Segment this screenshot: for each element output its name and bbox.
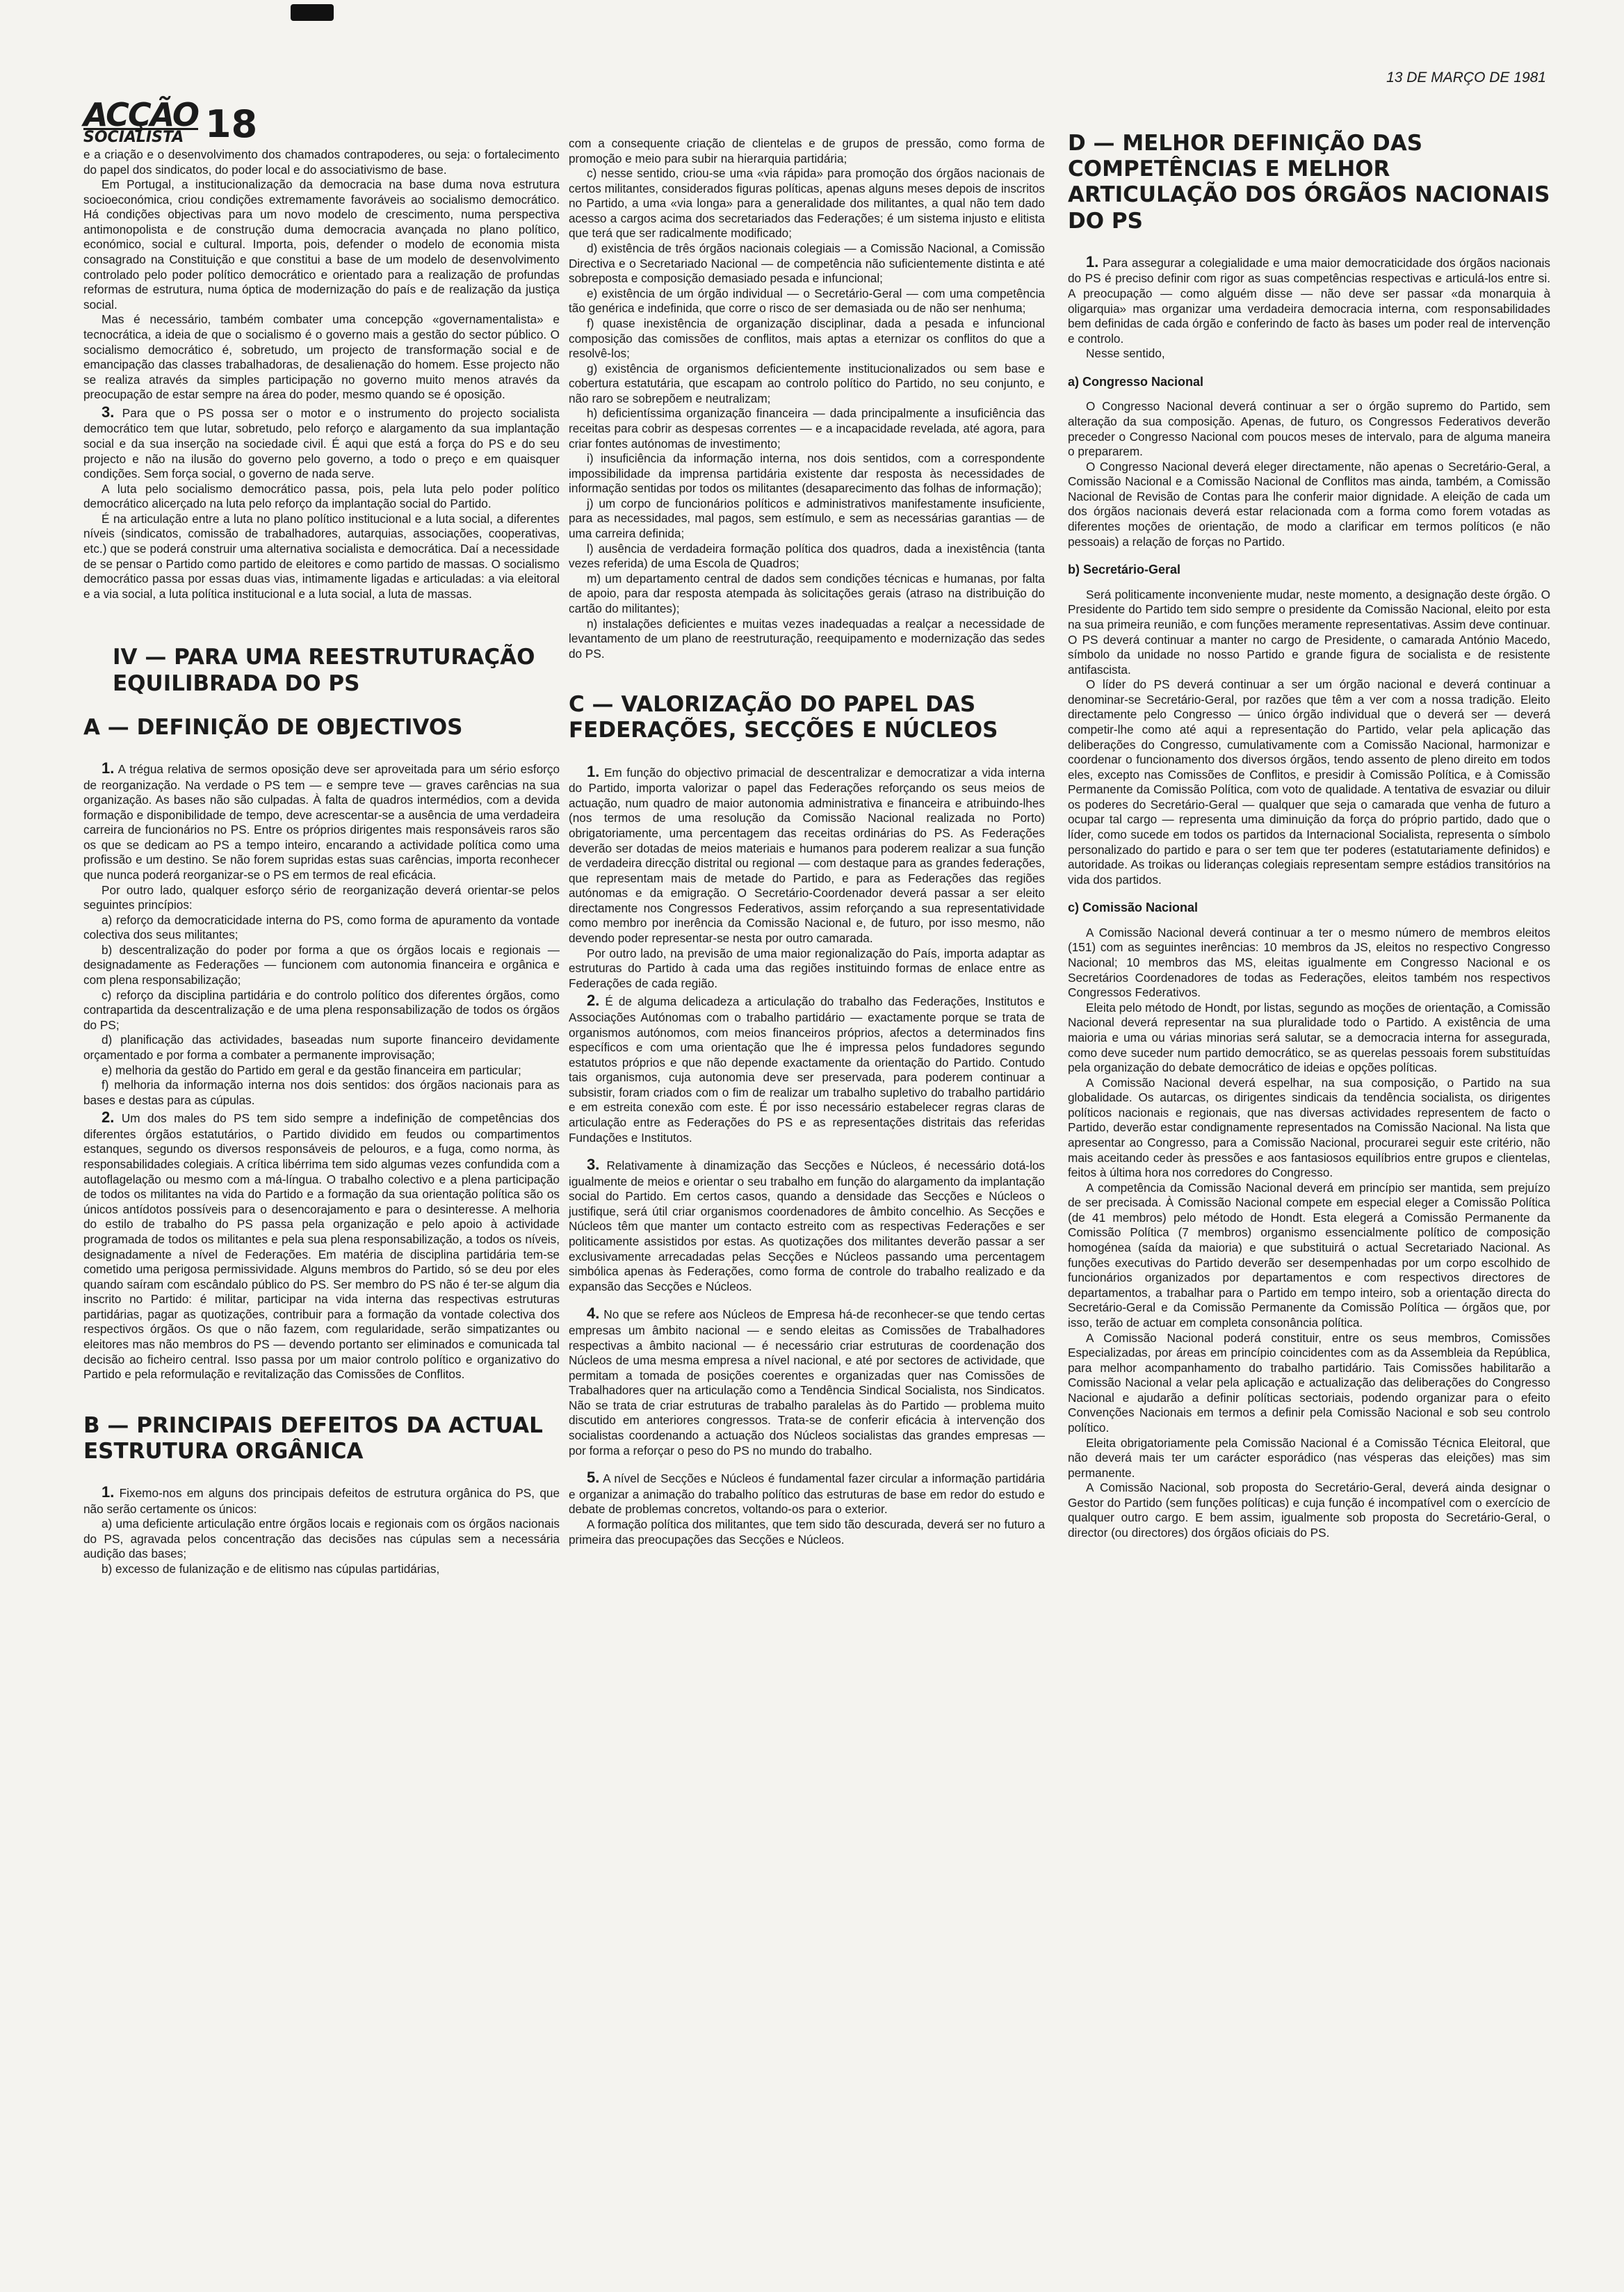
- list-item: a) uma deficiente articulação entre órgãos locais e regionais com os órgãos nacionais do PS, agravada pelos concentração das decisões nas cúpulas sem a necessária audição das bases;: [83, 1517, 560, 1561]
- list-item: b) descentralização do poder por forma a que os órgãos locais e regionais — designadamente as Federações — funcionem com autonomia financeira e orgânica e com plena responsabilização;: [83, 942, 560, 987]
- paragraph-text: Fixemo-nos em alguns dos principais defeitos de estrutura orgânica do PS, que não serão certamente os únicos:: [83, 1486, 560, 1516]
- section-heading-b: B — PRINCIPAIS DEFEITOS DA ACTUAL ESTRUTURA ORGÂNICA: [83, 1412, 543, 1464]
- paragraph: O Congresso Nacional deverá continuar a ser o órgão supremo do Partido, sem alteração da sua composição. Apenas, de futuro, os Congressos Federativos deverão preceder o Congresso Nacional com poucos meses de intervalo, para de alguma maneira o prepararem.: [1068, 399, 1550, 459]
- paragraph: [569, 1304, 1045, 1458]
- paragraph: e a criação e o desenvolvimento dos chamados contrapoderes, ou seja: o fortalecimento do papel dos sindicatos, do poder local e do associativismo de base.: [83, 147, 560, 177]
- list-item: d) existência de três órgãos nacionais colegiais — a Comissão Nacional, a Comissão Directiva e o Secretariado Nacional — de competência não suficientemente distinta e até sobreposta e composição demasiado pesada e infuncional;: [569, 241, 1045, 286]
- paragraph: [569, 762, 1045, 946]
- paragraph: com a consequente criação de clientelas e de grupos de pressão, como forma de promoção e meio para subir na hierarquia partidária;: [569, 136, 1045, 166]
- list-item: e) existência de um órgão individual — o Secretário-Geral — com uma competência tão genérica e indefinida, que corre o risco de ser demasiada ou de não ser nenhuma;: [569, 286, 1045, 316]
- subheading-comissao-nacional: c) Comissão Nacional: [1068, 901, 1199, 915]
- item-number: 2.: [587, 992, 600, 1010]
- paragraph: Eleita obrigatoriamente pela Comissão Nacional é a Comissão Técnica Eleitoral, que não deverá mais ter um carácter esporádico (nas vésperas das eleições) mas sim permanente.: [1068, 1435, 1550, 1480]
- paragraph: [83, 1483, 560, 1517]
- item-number: 5.: [587, 1469, 600, 1487]
- section-heading-iv: IV — PARA UMA REESTRUTURAÇÃO EQUILIBRADA DO PS: [113, 645, 535, 696]
- paragraph-text: É de alguma delicadeza a articulação do trabalho das Federações, Institutos e Associações Autónomas com o trabalho partidário — exactamente porque se trata de organismos autónomos, com meios financeiros próprios, afectos a determinados fins específicos e com uma orientação que lhe é impressa pelos fundadores segundo estatutos próprios e que não depende exactamente da orientação do Partido. Contudo tais organismos, cuja autonomia deve ser preservada, para poderem continuar a subsistir, foram criados com o fim de realizar um trabalho supletivo do trabalho partidário e em estreita conexão com este. É por isso necessário estabelecer regras claras de articulação entre as Federações do PS e as representações distritais das referidas Fundações e Institutos.: [569, 994, 1045, 1145]
- paragraph: [83, 1108, 560, 1382]
- paragraph: É na articulação entre a luta no plano político institucional e a luta social, a diferentes níveis (sindicatos, comissão de trabalhadores, autarquias, associações, cooperativas, etc.) que se poderá construir uma alternativa socialista e democrática. Daí a necessidade de se pensar o Partido como partido de eleitores e como partido de massas. O socialismo democrático passa por essas duas vias, intimamente ligadas e articuladas: a via eleitoral e a via social, a luta política institucional e a luta social, a luta de massas.: [83, 511, 560, 601]
- list-item: b) excesso de fulanização e de elitismo nas cúpulas partidárias,: [102, 1562, 440, 1576]
- paragraph-text: Um dos males do PS tem sido sempre a indefinição de competências dos diferentes órgãos estatutários, o Partido dividido em feudos ou compartimentos estanques, segundo os diversos responsáveis de pelouros, e a fuga, como norma, às responsabilidades colegiais. A crítica libérrima tem sido algumas vezes confundida com a autoflagelação ou mesmo com a má-língua. O trabalho colectivo e a plena participação de todos os militantes na vida do Partido e a formação da sua orientação política são os únicos antídotos possíveis para o desencorajamento e para o desinteresse. A melhoria do estilo de trabalho do PS passa pela organização e pelo apoio à actividade programada de todos os militantes e pela sua plena responsabilização, a todos os níveis, designadamente a nível de Federações. Em matéria de disciplina partidária tem-se cometido uma perigosa permissividade. Alguns membros do Partido, só se deu por eles quando saíram com escândalo público do PS. Ser membro do PS não é ter-se algum dia inscrito no Partido: é militar, participar na vida interna das respectivas estruturas partidárias, pagar as quotizações, contribuir para a formação da vontade colectiva dos respectivos órgãos. Os que o não fazem, com regularidade, serão simpatizantes ou eleitores mas não membros do PS — devendo portanto ser eliminados e comunicada tal decisão ao ficheiro central. Isso passa por um maior controlo político e organizativo do Partido e pela reformulação e revitalização das Comissões de Conflitos.: [83, 1111, 560, 1382]
- paragraph: A luta pelo socialismo democrático passa, pois, pela luta pelo poder político democrático alicerçado na luta pelo reforço da implantação social do Partido.: [83, 481, 560, 511]
- paragraph: A Comissão Nacional deverá continuar a ter o mesmo número de membros eleitos (151) com as seguintes inerências: 10 membros da JS, eleitos no respectivo Congresso Nacional; 10 membros das MS, eleitas igualmente em Congresso Nacional e os Secretários Coordenadores de todas as Federações, eleitos também nos respectivos Congressos Federativos.: [1068, 925, 1550, 1000]
- newspaper-logo: [83, 96, 198, 146]
- list-item: f) melhoria da informação interna nos dois sentidos: dos órgãos nacionais para as bases e destas para as cúpulas.: [83, 1078, 560, 1107]
- paragraph: A Comissão Nacional, sob proposta do Secretário-Geral, deverá ainda designar o Gestor do Partido (sem funções políticas) e cuja função é incompatível com o exercício de qualquer outro cargo. E bem assim, igualmente sob proposta do Secretário-Geral, o director (ou directores) dos órgãos oficiais do PS.: [1068, 1480, 1550, 1540]
- paragraph: Será politicamente inconveniente mudar, neste momento, a designação deste órgão. O Presidente do Partido tem sido sempre o presidente da Comissão Nacional, eleito por esta na sua primeira reunião, e com funções meramente representativas. Assim deve continuar. O PS deverá continuar a manter no cargo de Presidente, o camarada António Macedo, símbolo da unidade no nosso Partido e grande figura de socialista e de resistente antifascista.: [1068, 587, 1550, 677]
- section-heading-c: C — VALORIZAÇÃO DO PAPEL DAS FEDERAÇÕES, SECÇÕES E NÚCLEOS: [569, 692, 998, 743]
- item-number: 3.: [587, 1156, 600, 1174]
- section-heading-d: D — MELHOR DEFINIÇÃO DAS COMPETÊNCIAS E MELHOR ARTICULAÇÃO DOS ÓRGÃOS NACIONAIS DO PS: [1068, 131, 1550, 234]
- scan-smudge: [291, 4, 334, 21]
- page-number: 18: [205, 102, 258, 147]
- list-item: l) ausência de verdadeira formação política dos quadros, dada a inexistência (tanta vezes referida) de uma Escola de Quadros;: [569, 541, 1045, 571]
- paragraph: O líder do PS deverá continuar a ser um órgão nacional e deverá continuar a denominar-se Secretário-Geral, por razões que têm a ver com a nossa tradição. Eleito directamente pelo Congresso — único órgão individual que o deverá ser — deverá competir-lhe como até aqui a representação do Partido, velar pela aplicação das deliberações do Congresso, cumulativamente com a Comissão Nacional, harmonizar e coordenar o funcionamento dos diversos órgãos, tendo assento de pleno direito em todos eles, excepto nas Comissões de Conflitos, e presidir à Comissão Política, e à Comissão Permanente da Comissão Política, com voto de qualidade. A tentativa de esvaziar ou diluir os poderes do Secretário-Geral — qualquer que seja o camarada que venha de futuro a ocupar tal cargo — representa uma diminuição da força do próprio partido, dado que o líder, como sucede em todos os partidos da Internacional Socialista, representa o símbolo personalizado do partido e para o ser tem que ter poderes (estatutariamente definidos) e autoridade. As troikas ou lideranças colegiais representam sempre estádios transitórios na vida dos partidos.: [1068, 677, 1550, 887]
- list-item: h) deficientíssima organização financeira — dada principalmente a insuficiência das receitas para cobrir as despesas correntes — e a incapacidade revelada, até agora, para criar fontes autónomas de investimento;: [569, 406, 1045, 451]
- paragraph-text: A trégua relativa de sermos oposição deve ser aproveitada para um sério esforço de reorganização. Na verdade o PS tem — e sempre teve — graves carências na sua organização. As bases não são culpadas. À falta de quadros intermédios, com a devida formação e disponibilidade de tempo, deve acrescentar-se a ausência de uma verdadeira carreira de funcionários no PS. Entre os próprios dirigentes mais responsáveis raros são os que se dedicam ao PS a tempo inteiro, encarando a actividade política como uma profissão e um destino. Se não forem supridas estas suas carências, importa reconhecer que nunca poderá reorganizar-se o PS em termos de real eficácia.: [83, 761, 560, 882]
- item-number: 1.: [102, 1483, 115, 1501]
- paragraph-text: Relativamente à dinamização das Secções e Núcleos, é necessário dotá-los igualmente de meios e orientar o seu trabalho em função do alargamento da implantação social do Partido. Em certos casos, quando a densidade das Secções e Núcleos o justifique, será útil criar organismos coordenadores de âmbito concelhio. As Secções e Núcleos têm que manter um contacto estreito com as respectivas Federações e ser politicamente assistidos por estas. As quotizações dos militantes deverão passar a ser exclusivamente arrecadadas pelas Secções e Núcleos passando uma percentagem simbólica apenas às Federações, como forma de controle do trabalho realizado e da expansão das Secções e Núcleos.: [569, 1159, 1046, 1293]
- list-item: c) nesse sentido, criou-se uma «via rápida» para promoção dos órgãos nacionais de certos militantes, considerados figuras políticas, apenas alguns meses depois de inscritos no Partido, a uma «via longa» para a generalidade dos militantes, a qual não tem dado acesso a cargos acima dos secretariados das Federações; é um sistema injusto e elitista que terá que ser radicalmente modificado;: [569, 166, 1045, 241]
- paragraph-text: A nível de Secções e Núcleos é fundamental fazer circular a informação partidária e organizar a animação do trabalho político das estruturas de base em redor do estudo e debate de problemas concretos, voltando-os para o exterior.: [569, 1471, 1045, 1517]
- paragraph: [569, 991, 1045, 1145]
- paragraph: [569, 1155, 1045, 1294]
- paragraph-text: Para assegurar a colegialidade e uma maior democraticidade dos órgãos nacionais do PS é preciso definir com rigor as suas competências respectivas e articulá-los entre si. A preocupação — como alguém disse — não deve ser passar «da monarquia à oligarquia» mas organizar uma verdadeira democracia interna, com responsabilidades bem definidas de cada órgão e conferindo de facto às bases um poder real de intervenção e controlo.: [1068, 255, 1550, 346]
- item-number: 1.: [1086, 252, 1099, 271]
- list-item: j) um corpo de funcionários políticos e administrativos manifestamente insuficiente, para as necessidades, mal pagos, sem estímulo, e sem as necessárias garantias — de uma carreira definida;: [569, 496, 1045, 541]
- list-item: m) um departamento central de dados sem condições técnicas e humanas, por falta de apoio, para dar resposta atempada às solicitações gerais (atraso na distribuição do cartão do militantes);: [569, 571, 1045, 615]
- paragraph: A Comissão Nacional deverá espelhar, na sua composição, o Partido na sua globalidade. Os autarcas, os dirigentes sindicais da tendência socialista, os dirigentes políticos nacionais e regionais, que nas diversas actividades representem de facto o Partido, deverão estar condignamente representados na Comissão Nacional. Na lista que apresentar ao Congresso, para a Comissão Nacional, procurarei seguir este critério, não mais aceitando ceder às pressões e aos fantasiosos equilíbrios entre grupos e clientelas, feitos à última hora nos corredores do Congresso.: [1068, 1075, 1550, 1180]
- list-item: i) insuficiência da informação interna, nos dois sentidos, com a correspondente impossibilidade da imprensa partidária existente dar resposta às necessidades de informação sentidas por todos os militantes (desaparecimento das folhas de informação);: [569, 451, 1045, 496]
- paragraph: A Comissão Nacional poderá constituir, entre os seus membros, Comissões Especializadas, por áreas em princípio coincidentes com as da Assembleia da República, para melhor acompanhamento do trabalho partidário. Tais Comissões habilitarão a Comissão Nacional a velar pela aplicação e actualização das deliberações do Congresso Nacional e ajudarão a definir políticas sectoriais, podendo organizar para o efeito Convenções Nacionais em termos a definir pela Comissão Nacional e sob seu controlo político.: [1068, 1330, 1550, 1435]
- item-number: 3.: [102, 403, 115, 421]
- paragraph-text: Em função do objectivo primacial de descentralizar e democratizar a vida interna do Partido, importa valorizar o papel das Federações reforçando os seus meios de actuação, num quadro de maior autonomia administrativa e financeira e atribuindo-lhes (nos termos de uma resolução da Comissão Nacional realizada no Porto) obrigatoriamente, uma percentagem das receitas ordinárias do PS. As Federações deverão ser dotadas de meios materiais e humanos para poderem realizar a sua função de verdadeira direcção distrital ou regional — com destaque para as grandes federações, que representam mais de metade do Partido, e para as Federações das regiões autónomas e da emigração. O Secretário-Coordenador deverá passar a ser eleito directamente nos Congressos Federativos, assim reforçando a sua representatividade como membro por inerência da Comissão Nacional e, de futuro, por isso mesmo, não devendo poder representar-se nesta por outro camarada.: [569, 765, 1045, 945]
- paragraph-text: Para que o PS possa ser o motor e o instrumento do projecto socialista democrático tem que lutar, sobretudo, pelo reforço e alargamento da sua implantação social e da sua inserção na sociedade civil. É aqui que está a força do PS e do seu projecto e não na ilusão do governo pelo governo, a todo o preço e em quaisquer condições. Sem força social, o governo de nada serve.: [83, 405, 560, 481]
- item-number: 2.: [102, 1108, 115, 1127]
- list-item: g) existência de organismos deficientemente institucionalizados ou sem base e cobertura estatutária, que escapam ao controlo político do Partido, no seu conjunto, e não raro se sobrepõem e neutralizam;: [569, 361, 1045, 405]
- section-heading-a: A — DEFINIÇÃO DE OBJECTIVOS: [83, 714, 463, 740]
- logo-word-socialista: SOCIALISTA: [83, 128, 198, 143]
- paragraph: Eleita pelo método de Hondt, por listas, segundo as moções de orientação, a Comissão Nacional deverá representar na sua pluralidade todo o Partido. A existência de uma maioria e uma ou várias minorias será salutar, se a democracia interna for assegurada, como deve suceder num partido democrático, se as querelas pessoais forem substituídas pela organização do debate democrático de ideias e opções políticas.: [1068, 1000, 1550, 1075]
- paragraph: O Congresso Nacional deverá eleger directamente, não apenas o Secretário-Geral, a Comissão Nacional e a Comissão Nacional de Conflitos mas ainda, também, a Comissão Nacional de Revisão de Contas para lhe conferir maior dignidade. A eleição de cada um dos órgãos nacionais deverá estar relacionada com a forma como forem votadas as diferentes moções de orientação, de modo a clarificar em termos políticos (e não pessoais) a relação de forças no Partido.: [1068, 459, 1550, 549]
- item-number: 1.: [102, 759, 115, 777]
- paragraph: Nesse sentido,: [1086, 346, 1165, 361]
- issue-date: 13 DE MARÇO DE 1981: [1386, 70, 1546, 86]
- paragraph: [83, 403, 560, 482]
- paragraph: A formação política dos militantes, que tem sido tão descurada, deverá ser no futuro a primeira das preocupações das Secções e Núcleos.: [569, 1517, 1045, 1547]
- list-item: d) planificação das actividades, baseadas num suporte financeiro devidamente orçamentado e por forma a combater a permanente improvisação;: [83, 1033, 560, 1062]
- masthead: [83, 96, 258, 147]
- paragraph: A competência da Comissão Nacional deverá em princípio ser mantida, sem prejuízo de ser precisada. À Comissão Nacional compete em especial eleger a Comissão Política (de 41 membros) pelo método de Hondt. Esta elegerá a Comissão Permanente da Comissão Política (7 membros) organismo essencialmente político de composição homogénea (saída da maioria) e que substituirá o actual Secretariado Nacional. As funções executivas do Partido deverão ser desempenhadas por um corpo escolhido de funcionários organizados por departamentos e com respectivos directores de departamentos, a trabalhar para o Partido em tempo inteiro, sob a orientação directa do Secretário-Geral e da Comissão Permanente da Comissão Política — órgãos que, por isso, terão de actuar em completa consonância política.: [1068, 1180, 1550, 1330]
- paragraph: Por outro lado, qualquer esforço sério de reorganização deverá orientar-se pelos seguintes princípios:: [83, 882, 560, 912]
- item-number: 4.: [587, 1305, 600, 1323]
- paragraph: [1068, 252, 1550, 347]
- item-number: 1.: [587, 762, 600, 780]
- list-item: n) instalações deficientes e muitas vezes inadequadas a realçar a necessidade de levantamento de um plano de reestruturação, reequipamento e modernização das sedes do PS.: [569, 616, 1045, 661]
- column-2: [569, 136, 1045, 1547]
- paragraph-text: No que se refere aos Núcleos de Empresa há-de reconhecer-se que tendo certas empresas um âmbito nacional — e sendo eleitas as Comissões de Trabalhadores respectivas a âmbito nacional — é necessário criar estruturas de coordenação dos Núcleos de uma mesma empresa a nível nacional, e até por sectores de actividade, que permitam a tomada de posições coerentes e organizadas quer nas Comissões de Trabalhadores quer na articulação como a Tendência Sindical Socialista, nos Sindicatos. Não se trata de criar estruturas de trabalho paralelas às do Partido — problema muito discutido em anteriores congressos. Trata-se de conferir eficácia à intervenção dos socialistas coordenando a actuação dos Núcleos socialistas das grandes empresas — por forma a reforçar o peso do PS no mundo do trabalho.: [569, 1307, 1045, 1458]
- subheading-secretario-geral: b) Secretário-Geral: [1068, 563, 1181, 577]
- list-item: f) quase inexistência de organização disciplinar, dada a pesada e infuncional composição das comissões de conflitos, mais aptas a eternizar os conflitos do que a resolvê-los;: [569, 316, 1045, 361]
- paragraph: Mas é necessário, também combater uma concepção «governamentalista» e tecnocrática, a ideia de que o socialismo é o governo mais a gestão do sector público. O socialismo democrático é, sobretudo, um projecto de transformação social e de emancipação das classes trabalhadoras, de desalienação do homem. Esse projecto não se realiza através da simples participação no governo muito menos através da preocupação de estar sempre na área do poder, mesmo quando se é oposição.: [83, 312, 560, 402]
- paragraph: Em Portugal, a institucionalização da democracia na base duma nova estrutura socioeconómica, criou condições extremamente favoráveis ao socialismo democrático. Há condições objectivas para um novo modelo de crescimento, numa perspectiva antimonopolista e de construção duma democracia avançada no plano político, económico, social e cultural. Importa, pois, defender o modelo de economia mista consagrado na Constituição e que constitui a base de um modelo de desenvolvimento controlado pelo poder político democrático e orientado para a realização de profundas reformas de estrutura, numa óptica de modernização do país e de realização da justiça social.: [83, 177, 560, 312]
- column-3: [1068, 131, 1550, 1541]
- paragraph: [569, 1468, 1045, 1517]
- list-item: c) reforço da disciplina partidária e do controlo político dos diferentes órgãos, como contrapartida da descentralização e de uma plena responsabilização de todos os órgãos do PS;: [83, 987, 560, 1032]
- subheading-congresso-nacional: a) Congresso Nacional: [1068, 374, 1204, 389]
- paragraph: Por outro lado, na previsão de uma maior regionalização do País, importa adaptar as estruturas do Partido à cada uma das regiões instituindo formas de enlace entre as Federações de cada região.: [569, 946, 1045, 990]
- list-item: e) melhoria da gestão do Partido em geral e da gestão financeira em particular;: [102, 1063, 521, 1077]
- list-item: a) reforço da democraticidade interna do PS, como forma de apuramento da vontade colectiva dos seus militantes;: [83, 912, 560, 942]
- paragraph: [83, 759, 560, 883]
- logo-word-accao: ACÇÃO: [83, 96, 198, 134]
- column-1: [83, 147, 560, 1577]
